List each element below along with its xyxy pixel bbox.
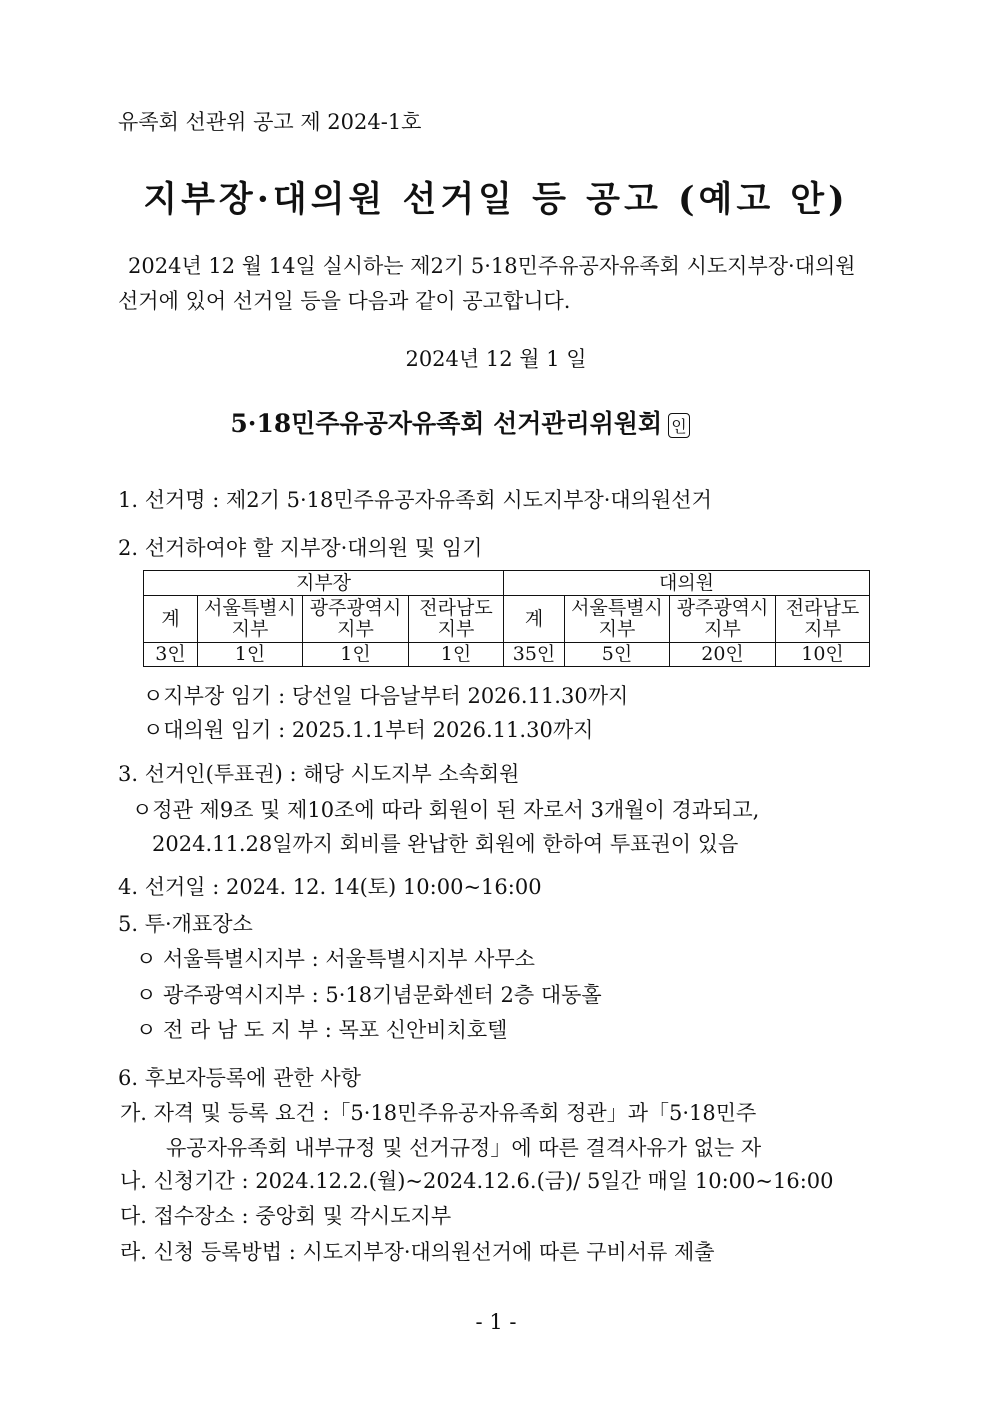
venue-item: ㅇ 광주광역시지부 : 5·18기념문화센터 2층 대동홀 xyxy=(136,983,602,1007)
table-header-cell: 서울특별시 지부 xyxy=(198,596,303,643)
venue-item: ㅇ 서울특별시지부 : 서울특별시지부 사무소 xyxy=(136,947,535,971)
organization-name: 5·18민주유공자유족회 선거관리위원회 xyxy=(230,409,663,438)
table-cell: 35인 xyxy=(504,643,565,667)
application-period: 나. 신청기간 : 2024.12.2.(월)~2024.12.6.(금)/ 5일간 매일 10:00~16:00 xyxy=(120,1169,834,1193)
table-cell: 1인 xyxy=(409,643,504,667)
intro-line-1: 2024년 12 월 14일 실시하는 제2기 5·18민주유공자유족회 시도지부장·대의원 xyxy=(128,254,856,278)
voter-note-line-2: 2024.11.28일까지 회비를 완납한 회원에 한하여 투표권이 있음 xyxy=(152,832,739,856)
section-1-election-name: 1. 선거명 : 제2기 5·18민주유공자유족회 시도지부장·대의원선거 xyxy=(118,488,712,512)
table-header-cell: 광주광역시 지부 xyxy=(303,596,409,643)
page-number: - 1 - xyxy=(475,1310,517,1334)
section-3-voters: 3. 선거인(투표권) : 해당 시도지부 소속회원 xyxy=(118,762,520,786)
seal-mark: 인 xyxy=(668,413,689,438)
candidate-requirement-line-2: 유공자유족회 내부규정 및 선거규정」에 따른 결격사유가 없는 자 xyxy=(166,1136,762,1160)
table-cell: 5인 xyxy=(565,643,670,667)
candidate-requirement-line-1: 가. 자격 및 등록 요건 :「5·18민주유공자유족회 정관」과「5·18민주 xyxy=(120,1101,757,1125)
venue-item: ㅇ 전 라 남 도 지 부 : 목포 신안비치호텔 xyxy=(136,1018,508,1042)
term-chapter-head: ㅇ지부장 임기 : 당선일 다음날부터 2026.11.30까지 xyxy=(143,684,629,708)
notice-title: 지부장·대의원 선거일 등 공고 (예고 안) xyxy=(143,179,849,220)
table-header-cell: 전라남도 지부 xyxy=(776,596,870,643)
voter-note-line-1: ㅇ정관 제9조 및 제10조에 따라 회원이 된 자로서 3개월이 경과되고, xyxy=(132,798,760,822)
table-header-cell: 계 xyxy=(144,596,198,643)
table-header-cell: 계 xyxy=(504,596,565,643)
term-delegate: ㅇ대의원 임기 : 2025.1.1부터 2026.11.30까지 xyxy=(143,718,594,742)
table-header-cell: 서울특별시 지부 xyxy=(565,596,670,643)
notice-date: 2024년 12 월 1 일 xyxy=(405,347,587,371)
table-header-cell: 전라남도 지부 xyxy=(409,596,504,643)
table-cell: 3인 xyxy=(144,643,198,667)
section-2-heading: 2. 선거하여야 할 지부장·대의원 및 임기 xyxy=(118,536,483,560)
table-cell: 10인 xyxy=(776,643,870,667)
application-place: 다. 접수장소 : 중앙회 및 각시도지부 xyxy=(120,1204,452,1228)
section-6-heading: 6. 후보자등록에 관한 사항 xyxy=(118,1066,361,1090)
seats-table xyxy=(143,570,870,667)
table-group-header: 지부장 xyxy=(144,571,504,596)
table-cell: 20인 xyxy=(670,643,776,667)
section-4-election-date: 4. 선거일 : 2024. 12. 14(토) 10:00~16:00 xyxy=(118,875,542,899)
intro-line-2: 선거에 있어 선거일 등을 다음과 같이 공고합니다. xyxy=(118,289,571,313)
section-5-heading: 5. 투·개표장소 xyxy=(118,912,253,936)
organization-signature xyxy=(0,404,920,440)
table-group-header: 대의원 xyxy=(504,571,870,596)
application-method: 라. 신청 등록방법 : 시도지부장·대의원선거에 따른 구비서류 제출 xyxy=(120,1240,715,1264)
table-cell: 1인 xyxy=(198,643,303,667)
document-number: 유족회 선관위 공고 제 2024-1호 xyxy=(118,110,422,134)
table-cell: 1인 xyxy=(303,643,409,667)
table-header-cell: 광주광역시 지부 xyxy=(670,596,776,643)
